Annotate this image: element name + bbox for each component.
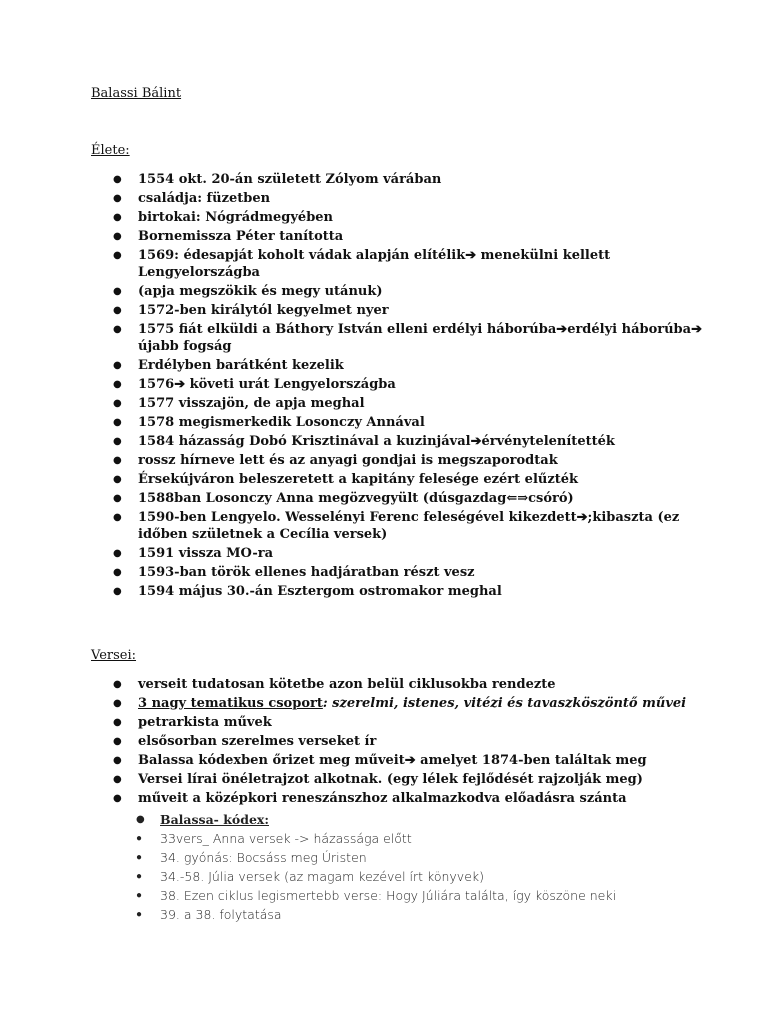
bullet-icon: ● — [113, 567, 122, 578]
arrow-right-icon: ➔ — [556, 322, 568, 337]
bullet-icon: ● — [113, 698, 122, 709]
bullet-icon: ● — [136, 852, 143, 863]
list-item: ● 1584 házasság Dobó Krisztinával a kuzinjával➔érvénytelenítették — [113, 434, 615, 449]
list-item: ● 1576➔ követi urát Lengyelországba — [113, 377, 396, 392]
list-item: ● 1590-ben Lengyelo. Wesselényi Ferenc feleségével kikezdett➔;kibaszta (ez időben születnek a Cecília versek) — [113, 510, 680, 542]
arrow-right-icon: ➔ — [691, 322, 702, 337]
list-item: ● 1588ban Losonczy Anna megözvegyült (dúsgazdag⇐⇒csóró) — [113, 491, 574, 506]
bullet-icon: ● — [113, 774, 122, 785]
list-item: ● 38. Ezen ciklus legismertebb verse: Hogy Júliára találta, így köszöne neki — [136, 888, 617, 903]
list-item: ● 1578 megismerkedik Losonczy Annával — [113, 415, 425, 430]
bullet-icon: ● — [113, 324, 122, 335]
bullet-icon: ● — [113, 231, 122, 242]
bullet-icon: ● — [113, 305, 122, 316]
list-item: ● 1572-ben királytól kegyelmet nyer — [113, 303, 389, 318]
elete-list — [0, 171, 768, 602]
list-item: ● 1569: édesapját koholt vádak alapján elítélik➔ menekülni kellett Lengyelországba — [113, 248, 611, 280]
bullet-icon: ● — [136, 814, 145, 825]
list-item: ● 39. a 38. folytatása — [136, 907, 282, 922]
bullet-icon: ● — [113, 474, 122, 485]
list-item: ● 3 nagy tematikus csoport: szerelmi, istenes, vitézi és tavaszköszöntő művei — [113, 696, 687, 711]
list-item: ● Érsekújváron beleszeretett a kapitány felesége ezért elűzték — [113, 472, 579, 487]
list-item: ● 1554 okt. 20-án született Zólyom várában — [113, 172, 442, 187]
bullet-icon: ● — [113, 736, 122, 747]
list-item: ● birtokai: Nógrádmegyében — [113, 210, 334, 225]
section-heading-versei: Versei: — [91, 648, 137, 663]
section-heading-elete: Élete: — [91, 143, 130, 158]
list-item: ● 34.-58. Júlia versek (az magam kezével írt könyvek) — [136, 869, 485, 884]
bullet-icon: ● — [136, 871, 143, 882]
arrow-right-icon: ➔ — [174, 377, 186, 392]
list-item: ● 1577 visszajön, de apja meghal — [113, 396, 365, 411]
arrow-right-icon: ➔ — [465, 248, 477, 263]
bullet-icon: ● — [113, 417, 122, 428]
bullet-icon: ● — [136, 833, 143, 844]
bullet-icon: ● — [113, 436, 122, 447]
bullet-icon: ● — [113, 212, 122, 223]
list-item: ● petrarkista művek — [113, 715, 272, 730]
list-item: ● 1594 május 30.-án Esztergom ostromakor meghal — [113, 584, 502, 599]
bullet-icon: ● — [113, 679, 122, 690]
bullet-icon: ● — [113, 455, 122, 466]
list-item: ● (apja megszökik és megy utánuk) — [113, 284, 383, 299]
list-item: ● Balassa- kódex: — [136, 812, 269, 827]
versei-list — [0, 676, 768, 809]
bullet-icon: ● — [113, 493, 122, 504]
bullet-icon: ● — [113, 193, 122, 204]
bullet-icon: ● — [113, 250, 122, 261]
list-item: ● 1575 fiát elküldi a Báthory István elleni erdélyi háborúba➔erdélyi háborúba➔ újabb fogság — [113, 322, 702, 354]
bullet-icon: ● — [113, 793, 122, 804]
bullet-icon: ● — [113, 286, 122, 297]
list-item: ● családja: füzetben — [113, 191, 271, 206]
bullet-icon: ● — [136, 909, 143, 920]
list-item: ● műveit a középkori reneszánszhoz alkalmazkodva előadásra szánta — [113, 791, 627, 806]
bullet-icon: ● — [113, 512, 122, 523]
arrow-right-icon: ➔ — [404, 753, 416, 768]
list-item: ● rossz hírneve lett és az anyagi gondjai is megszaporodtak — [113, 453, 558, 468]
document-title: Balassi Bálint — [91, 86, 182, 101]
list-item: ● Bornemissza Péter tanította — [113, 229, 344, 244]
bullet-icon: ● — [113, 548, 122, 559]
list-item: ● 34. gyónás: Bocsáss meg Úristen — [136, 850, 367, 865]
list-item: ● Versei lírai önéletrajzot alkotnak. (egy lélek fejlődését rajzolják meg) — [113, 772, 643, 787]
list-item: ● 33vers_ Anna versek -> házassága előtt — [136, 831, 412, 846]
bullet-icon: ● — [113, 586, 122, 597]
list-item: ● Balassa kódexben őrizet meg műveit➔ amelyet 1874-ben találtak meg — [113, 753, 647, 768]
list-item: ● 1593-ban török ellenes hadjáratban részt vesz — [113, 565, 475, 580]
bullet-icon: ● — [113, 360, 122, 371]
bullet-icon: ● — [136, 890, 143, 901]
kodex-sublist — [0, 811, 768, 925]
list-item: ● elsősorban szerelmes verseket ír — [113, 734, 377, 749]
list-item: ● 1591 vissza MO-ra — [113, 546, 274, 561]
bullet-icon: ● — [113, 174, 122, 185]
list-item: ● verseit tudatosan kötetbe azon belül ciklusokba rendezte — [113, 677, 556, 692]
list-item: ● Erdélyben barátként kezelik — [113, 358, 344, 373]
bullet-icon: ● — [113, 717, 122, 728]
arrow-right-icon: ➔ — [576, 510, 588, 525]
arrow-right-icon: ➔ — [470, 434, 482, 449]
double-arrow-icon: ⇐⇒ — [506, 491, 529, 506]
bullet-icon: ● — [113, 379, 122, 390]
bullet-icon: ● — [113, 755, 122, 766]
bullet-icon: ● — [113, 398, 122, 409]
